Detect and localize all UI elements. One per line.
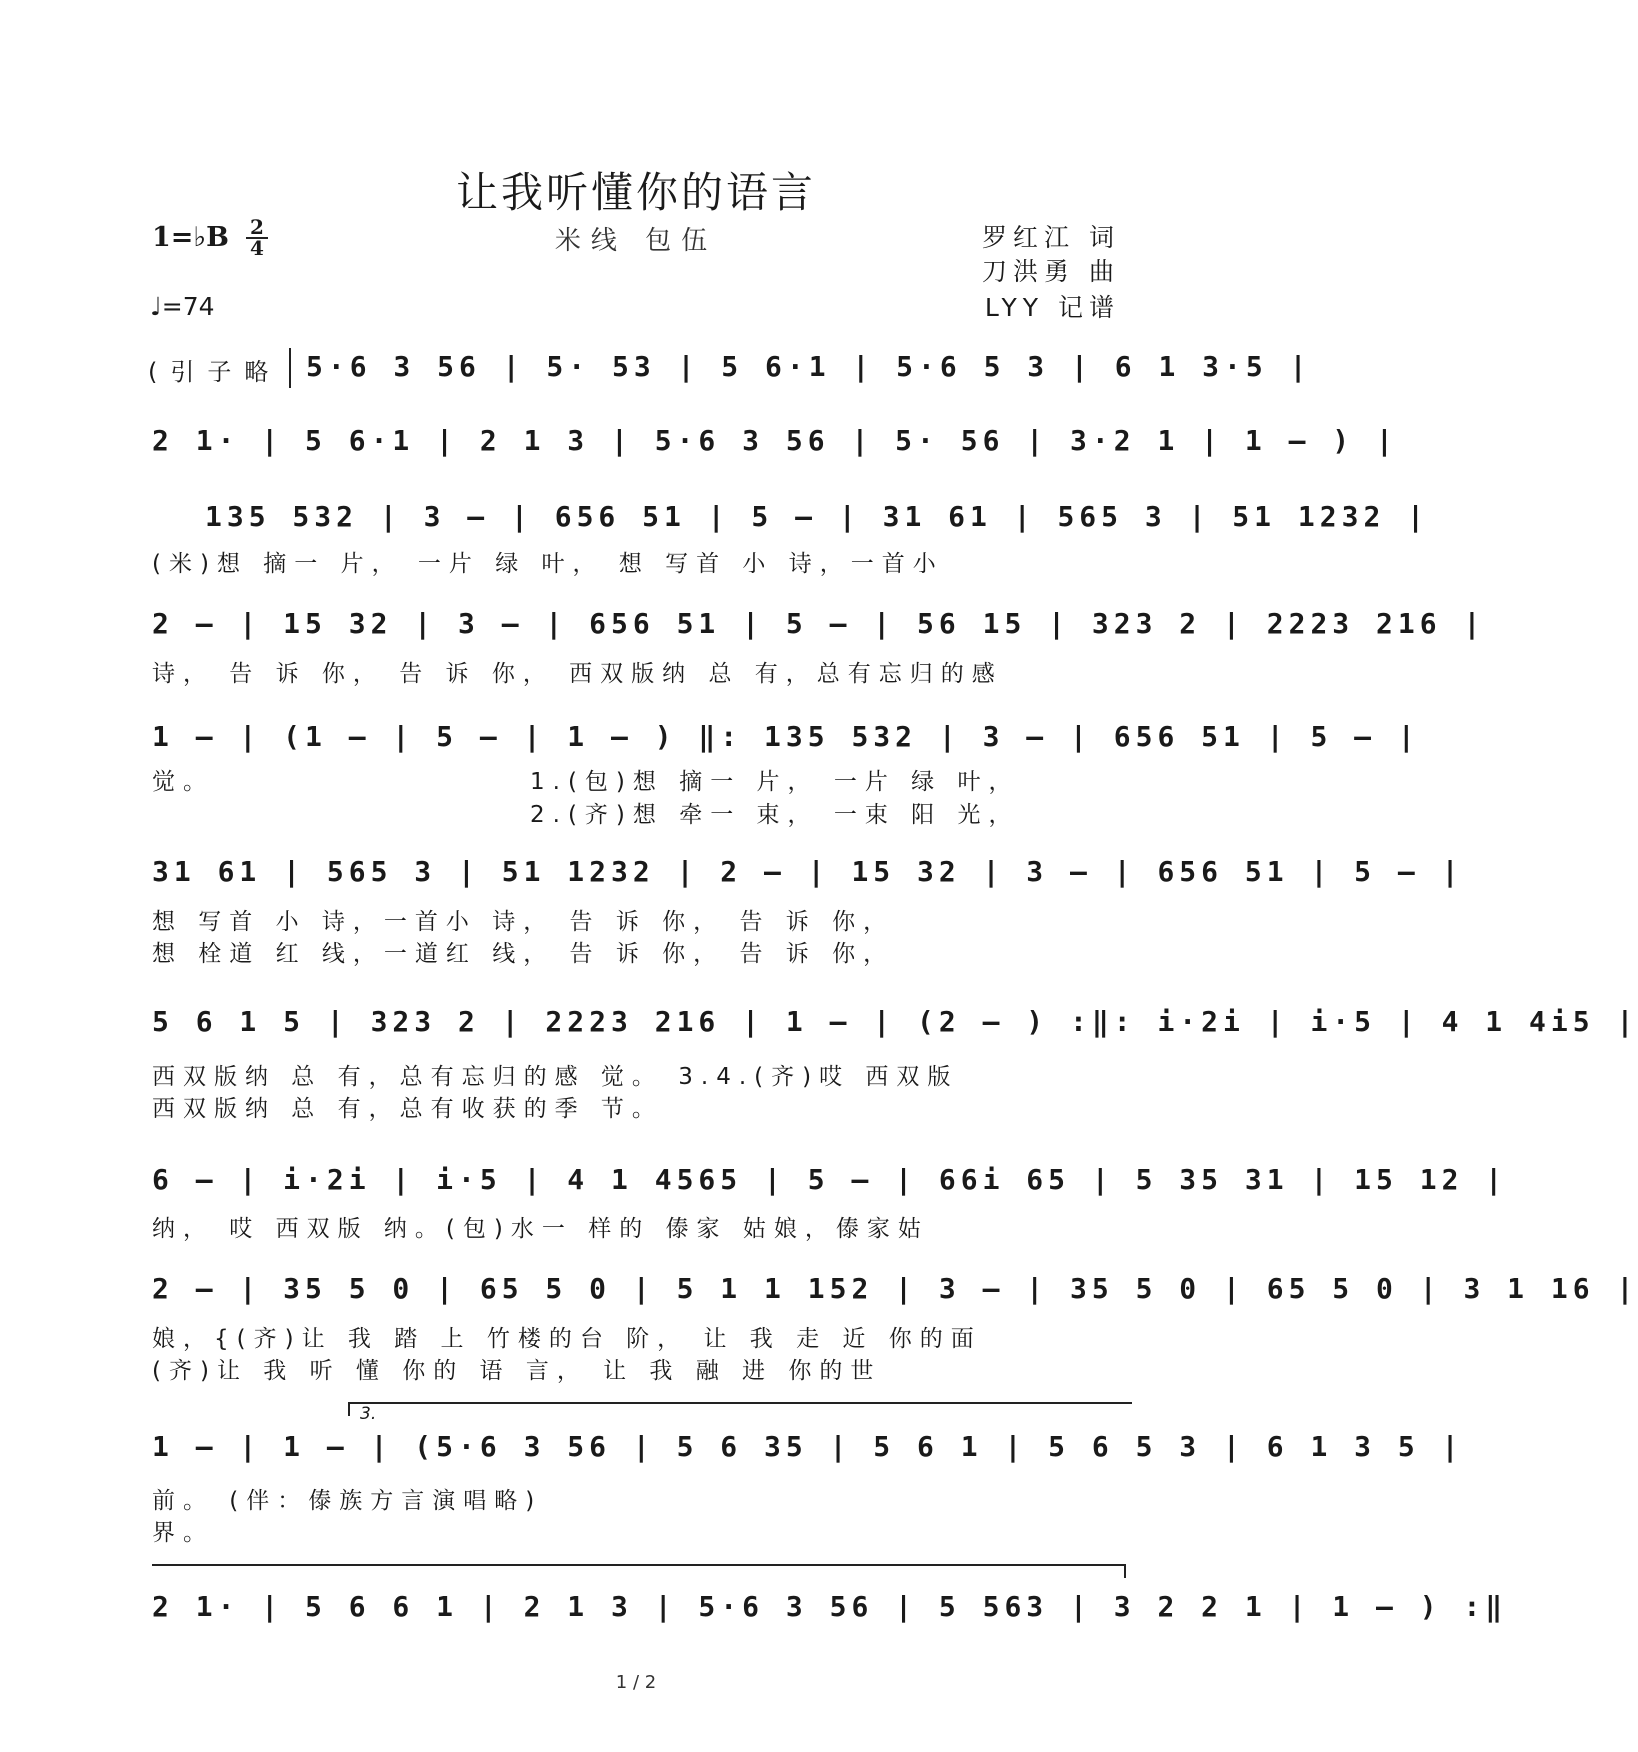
notation-line-1: 5·6 3 56 | 5· 53 | 5 6·1 | 5·6 5 3 | 6 1 3·5 |	[306, 350, 1312, 383]
lyric-line-10-verse-1: 前。 (伴：傣族方言演唱略)	[152, 1488, 543, 1514]
notation-line-10: 1 – | 1 – | (5·6 3 56 | 5 6 35 | 5 6 1 | 5 6 5 3 | 6 1 3 5 |	[152, 1430, 1464, 1463]
lyric-line-5-verse-1: 1.(包)想 摘一 片， 一片 绿 叶，	[530, 769, 1020, 795]
notation-line-5: 1 – | (1 – | 5 – | 1 – ) ‖: 135 532 | 3 – | 656 51 | 5 – |	[152, 720, 1420, 753]
lyric-line-8: 纳， 哎 西双版 纳。(包)水一 样的 傣家 姑娘，傣家姑	[152, 1216, 929, 1242]
intro-note: (引子略	[148, 358, 282, 386]
lyric-line-3: (米)想 摘一 片， 一片 绿 叶， 想 写首 小 诗，一首小	[152, 551, 944, 577]
singers: 米线 包伍	[554, 226, 718, 256]
lyric-line-5: 觉。	[152, 769, 214, 795]
page-number: 1 / 2	[615, 1672, 657, 1693]
tempo-mark: ♩=74	[150, 292, 215, 321]
time-signature	[246, 215, 268, 260]
time-signature-top: 2	[250, 215, 264, 239]
notation-line-7: 5 6 1 5 | 323 2 | 2223 216 | 1 – | (2 – ) :‖: i·2i | i·5 | 4 1 4i5 |	[152, 1005, 1638, 1038]
lyric-line-9-verse-1: 娘，{(齐)让 我 踏 上 竹楼的台 阶， 让 我 走 近 你的面	[152, 1326, 982, 1352]
lyric-line-6-verse-1: 想 写首 小 诗，一首小 诗， 告 诉 你， 告 诉 你，	[152, 909, 895, 935]
lyric-line-5-verse-2: 2.(齐)想 牵一 束， 一束 阳 光，	[530, 802, 1020, 828]
barline	[289, 348, 291, 388]
volta-label: 3.	[360, 1404, 377, 1424]
notation-line-3: 135 532 | 3 – | 656 51 | 5 – | 31 61 | 565 3 | 51 1232 |	[205, 500, 1430, 533]
lyricist-credit: 罗红江 词	[982, 223, 1120, 252]
composer-credit: 刀洪勇 曲	[982, 257, 1120, 286]
lyric-line-6-verse-2: 想 栓道 红 线，一道红 线， 告 诉 你， 告 诉 你，	[152, 941, 895, 967]
notation-line-8: 6 – | i·2i | i·5 | 4 1 4565 | 5 – | 66i 65 | 5 35 31 | 15 12 |	[152, 1163, 1508, 1196]
volta-bracket-end	[152, 1564, 1126, 1578]
volta-bracket	[348, 1402, 1132, 1416]
lyric-line-10-verse-2: 界。	[152, 1520, 214, 1546]
notation-line-4: 2 – | 15 32 | 3 – | 656 51 | 5 – | 56 15 | 323 2 | 2223 216 |	[152, 607, 1486, 640]
notation-line-6: 31 61 | 565 3 | 51 1232 | 2 – | 15 32 | 3 – | 656 51 | 5 – |	[152, 855, 1464, 888]
lyric-line-7-verse-1: 西双版纳 总 有，总有忘归的感 觉。 3.4.(齐)哎 西双版	[152, 1064, 959, 1090]
transcriber-credit: LYY 记谱	[984, 293, 1120, 322]
lyric-line-9-verse-2: (齐)让 我 听 懂 你的 语 言， 让 我 融 进 你的世	[152, 1358, 882, 1384]
notation-line-2: 2 1· | 5 6·1 | 2 1 3 | 5·6 3 56 | 5· 56 | 3·2 1 | 1 – ) |	[152, 424, 1398, 457]
lyric-line-7-verse-2: 西双版纳 总 有，总有收获的季 节。	[152, 1096, 663, 1122]
notation-line-11: 2 1· | 5 6 6 1 | 2 1 3 | 5·6 3 56 | 5 563 | 3 2 2 1 | 1 – ) :‖	[152, 1590, 1508, 1623]
key-signature: 1=♭B	[152, 222, 229, 253]
time-signature-bottom: 4	[250, 236, 264, 260]
song-title: 让我听懂你的语言	[455, 168, 816, 217]
notation-line-9: 2 – | 35 5 0 | 65 5 0 | 5 1 1 152 | 3 – | 35 5 0 | 65 5 0 | 3 1 16 |	[152, 1272, 1638, 1305]
lyric-line-4: 诗， 告 诉 你， 告 诉 你， 西双版纳 总 有，总有忘归的感	[152, 661, 1003, 687]
